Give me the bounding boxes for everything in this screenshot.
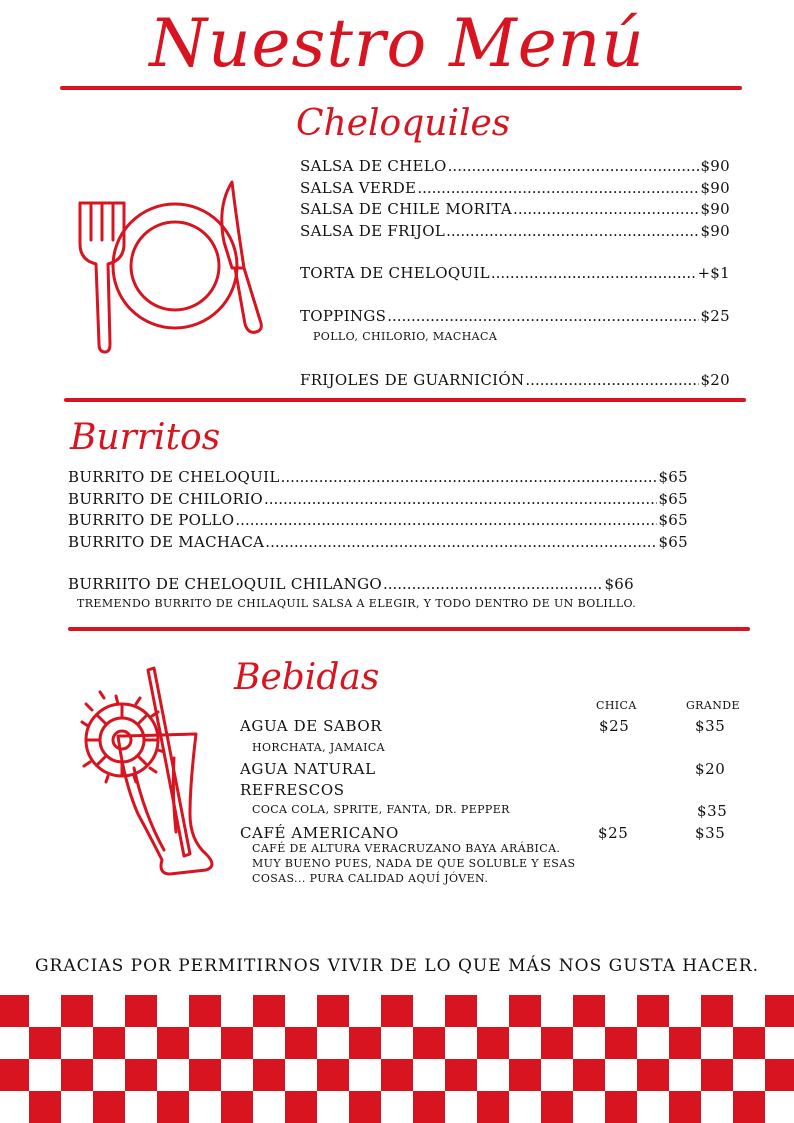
burritos-list <box>68 467 688 553</box>
menu-item <box>300 199 730 221</box>
price-grande: $35 <box>697 802 728 820</box>
price-grande: $35 <box>695 824 726 842</box>
menu-item-torta <box>300 263 730 285</box>
item-price: $20 <box>700 371 730 389</box>
menu-item <box>300 178 730 200</box>
column-header-chica: CHICA <box>596 699 637 712</box>
item-name: BURRITO DE CHILORIO <box>68 489 263 508</box>
divider-cheloquiles <box>64 398 746 402</box>
leader-dots <box>281 467 658 489</box>
item-name: SALSA DE FRIJOL <box>300 221 446 240</box>
item-price: $66 <box>604 575 634 593</box>
item-price: $90 <box>700 178 730 197</box>
checker-square <box>349 1027 381 1059</box>
item-price: +$1 <box>697 264 730 282</box>
leader-dots <box>491 263 697 285</box>
item-name: TOPPINGS <box>300 307 387 325</box>
item-name: SALSA DE CHILE MORITA <box>300 200 513 219</box>
item-name: TORTA DE CHELOQUIL <box>300 264 490 282</box>
cafe-note-line: MUY BUENO PUES, NADA DE QUE SOLUBLE Y ESAS <box>252 857 576 870</box>
checker-square <box>29 1091 61 1123</box>
checker-square <box>605 1091 637 1123</box>
item-name: BURRIITO DE CHELOQUIL CHILANGO <box>68 575 382 593</box>
checker-square <box>285 1091 317 1123</box>
item-name: BURRITO DE MACHACA <box>68 532 265 551</box>
item-name: SALSA VERDE <box>300 178 417 197</box>
menu-item-toppings <box>300 306 730 328</box>
leader-dots <box>513 199 699 221</box>
drink-agua-sabor: AGUA DE SABOR <box>240 717 383 735</box>
menu-item <box>300 156 730 178</box>
checker-square <box>637 1059 669 1091</box>
toppings-note: POLLO, CHILORIO, MACHACA <box>313 330 498 343</box>
section-heading-cheloquiles: Cheloquiles <box>296 103 511 144</box>
checker-square <box>285 1027 317 1059</box>
checker-square <box>381 995 413 1027</box>
cafe-note-line: COSAS... PURA CALIDAD AQUÍ JÓVEN. <box>252 872 489 885</box>
checker-square <box>669 1027 701 1059</box>
checker-square <box>509 1059 541 1091</box>
checker-square <box>541 1091 573 1123</box>
checker-square <box>445 995 477 1027</box>
checker-square <box>573 1059 605 1091</box>
checker-square <box>669 1091 701 1123</box>
checker-square <box>221 1027 253 1059</box>
leader-dots <box>264 489 658 511</box>
checker-square <box>605 1027 637 1059</box>
checker-square <box>125 995 157 1027</box>
checker-square <box>381 1059 413 1091</box>
checker-square <box>541 1027 573 1059</box>
checker-square <box>765 995 794 1027</box>
item-price: $90 <box>700 221 730 240</box>
checker-square <box>477 1027 509 1059</box>
burrito-chilango-note: TREMENDO BURRITO DE CHILAQUIL SALSA A ELEGIR, Y TODO DENTRO DE UN BOLILLO. <box>77 597 637 610</box>
menu-item <box>68 467 688 489</box>
section-heading-bebidas: Bebidas <box>234 657 380 698</box>
leader-dots <box>383 574 604 596</box>
checker-square <box>93 1027 125 1059</box>
checker-square <box>93 1091 125 1123</box>
checker-square <box>413 1091 445 1123</box>
checker-square <box>349 1091 381 1123</box>
drink-cafe-americano: CAFÉ AMERICANO <box>240 824 399 842</box>
checker-square <box>477 1091 509 1123</box>
leader-dots <box>265 532 657 554</box>
checker-square <box>157 1027 189 1059</box>
item-name: SALSA DE CHELO <box>300 157 447 175</box>
price-grande: $35 <box>695 717 726 735</box>
checker-square <box>29 1027 61 1059</box>
item-price: $90 <box>700 200 730 219</box>
item-price: $65 <box>658 532 688 551</box>
footer-message: GRACIAS POR PERMITIRNOS VIVIR DE LO QUE MÁS NOS GUSTA HACER. <box>34 956 760 976</box>
checker-square <box>573 995 605 1027</box>
menu-item <box>68 510 688 532</box>
checker-square <box>317 995 349 1027</box>
cheloquiles-list <box>300 156 730 242</box>
column-header-grande: GRANDE <box>686 699 740 712</box>
section-heading-burritos: Burritos <box>70 417 221 458</box>
checker-square <box>189 995 221 1027</box>
checker-square <box>253 1059 285 1091</box>
menu-item <box>300 221 730 243</box>
menu-item-burrito-chilango <box>68 574 634 596</box>
checker-square <box>189 1059 221 1091</box>
item-price: $90 <box>700 157 730 175</box>
glass-straw-pineapple-icon <box>78 664 228 882</box>
leader-dots <box>448 156 700 178</box>
menu-item <box>68 489 688 511</box>
checker-square <box>125 1059 157 1091</box>
item-name: BURRITO DE CHELOQUIL <box>68 468 280 486</box>
cafe-note-line: CAFÉ DE ALTURA VERACRUZANO BAYA ARÁBICA. <box>252 842 561 855</box>
leader-dots <box>446 221 699 243</box>
page-title: Nuestro Menú <box>149 5 645 82</box>
checker-square <box>701 1059 733 1091</box>
drink-refrescos: REFRESCOS <box>240 781 345 799</box>
checker-square <box>445 1059 477 1091</box>
price-chica: $25 <box>598 824 629 842</box>
checker-square <box>509 995 541 1027</box>
item-price: $25 <box>700 307 730 325</box>
checker-square <box>0 995 29 1027</box>
menu-item <box>68 532 688 554</box>
checker-square <box>765 1059 794 1091</box>
item-price: $65 <box>658 489 688 508</box>
checker-square <box>0 1059 29 1091</box>
drink-agua-natural: AGUA NATURAL <box>240 760 376 778</box>
agua-sabor-note: HORCHATA, JAMAICA <box>252 741 385 754</box>
item-name: FRIJOLES DE GUARNICIÓN <box>300 371 525 389</box>
checker-square <box>157 1091 189 1123</box>
checker-square <box>701 995 733 1027</box>
checkerboard-border <box>0 995 794 1123</box>
price-grande: $20 <box>695 760 726 778</box>
plate-fork-knife-icon <box>72 176 272 358</box>
item-name: BURRITO DE POLLO <box>68 511 235 530</box>
leader-dots <box>417 178 699 200</box>
leader-dots <box>235 510 657 532</box>
item-price: $65 <box>658 468 688 486</box>
checker-square <box>733 1091 765 1123</box>
divider-top <box>60 86 742 90</box>
checker-square <box>253 995 285 1027</box>
price-chica: $25 <box>599 717 630 735</box>
leader-dots <box>387 306 699 328</box>
divider-burritos <box>68 627 750 631</box>
checker-square <box>733 1027 765 1059</box>
checker-square <box>413 1027 445 1059</box>
leader-dots <box>525 370 699 392</box>
checker-square <box>317 1059 349 1091</box>
checker-square <box>221 1091 253 1123</box>
refrescos-note: COCA COLA, SPRITE, FANTA, DR. PEPPER <box>252 803 510 816</box>
checker-square <box>61 995 93 1027</box>
checker-square <box>61 1059 93 1091</box>
menu-item-frijoles <box>300 370 730 392</box>
item-price: $65 <box>658 511 688 530</box>
checker-square <box>637 995 669 1027</box>
